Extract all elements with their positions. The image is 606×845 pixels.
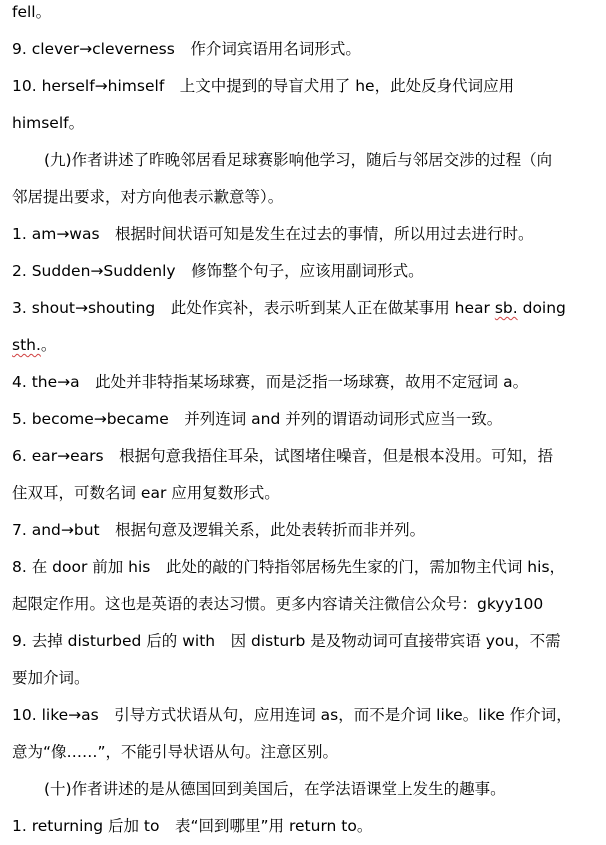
text-segment: 3. shout→shouting 此处作宾补，表示听到某人正在做某事用 hear [12, 299, 495, 317]
text-segment: doing [517, 299, 566, 317]
text-line-1: fell。 [12, 3, 52, 21]
text-line-12: 5. become→became 并列连词 and 并列的谓语动词形式应当一致。 [12, 410, 503, 428]
text-line-6: 邻居提出要求，对方向他表示歉意等）。 [12, 188, 284, 206]
text-line-23: 1. returning 后加 to 表“回到哪里”用 return to。 [12, 817, 373, 835]
section-heading-9: (九)作者讲述了昨晚邻居看足球赛影响他学习，随后与邻居交涉的过程（向 [44, 151, 553, 169]
text-line-10 [12, 327, 600, 364]
text-line-16: 8. 在 door 前加 his 此处的敲的门特指邻居杨先生家的门，需加物主代词 his， [12, 558, 566, 576]
text-line-3: 10. herself→himself 上文中提到的导盲犬用了 he，此处反身代词应用 [12, 77, 515, 95]
text-line-17: 起限定作用。这也是英语的表达习惯。更多内容请关注微信公众号：gkyy100 [12, 595, 544, 613]
text-line-11: 4. the→a 此处并非特指某场球赛，而是泛指一场球赛，故用不定冠词 a。 [12, 373, 529, 391]
text-segment: 。 [40, 336, 57, 354]
section-heading-10: (十)作者讲述的是从德国回到美国后，在学法语课堂上发生的趣事。 [44, 780, 506, 798]
text-line-2: 9. clever→cleverness 作介词宾语用名词形式。 [12, 40, 361, 58]
text-line-15: 7. and→but 根据句意及逻辑关系，此处表转折而非并列。 [12, 521, 426, 539]
text-line-20: 10. like→as 引导方式状语从句，应用连词 as，而不是介词 like。like 作介词， [12, 706, 572, 724]
spell-flagged-word: sth. [12, 336, 41, 354]
text-line-7: 1. am→was 根据时间状语可知是发生在过去的事情，所以用过去进行时。 [12, 225, 534, 243]
text-line-21: 意为“像……”，不能引导状语从句。注意区别。 [12, 743, 339, 761]
text-line-19: 要加介词。 [12, 669, 90, 687]
text-line-18: 9. 去掉 disturbed 后的 with 因 disturb 是及物动词可直接带宾语 you，不需 [12, 632, 561, 650]
text-line-13: 6. ear→ears 根据句意我捂住耳朵，试图堵住噪音，但是根本没用。可知，捂 [12, 447, 554, 465]
text-line-14: 住双耳，可数名词 ear 应用复数形式。 [12, 484, 280, 502]
spell-flagged-word: sb. [494, 299, 518, 317]
text-line-8: 2. Sudden→Suddenly 修饰整个句子，应该用副词形式。 [12, 262, 424, 280]
text-line-4: himself。 [12, 114, 85, 132]
text-line-9 [12, 290, 600, 327]
